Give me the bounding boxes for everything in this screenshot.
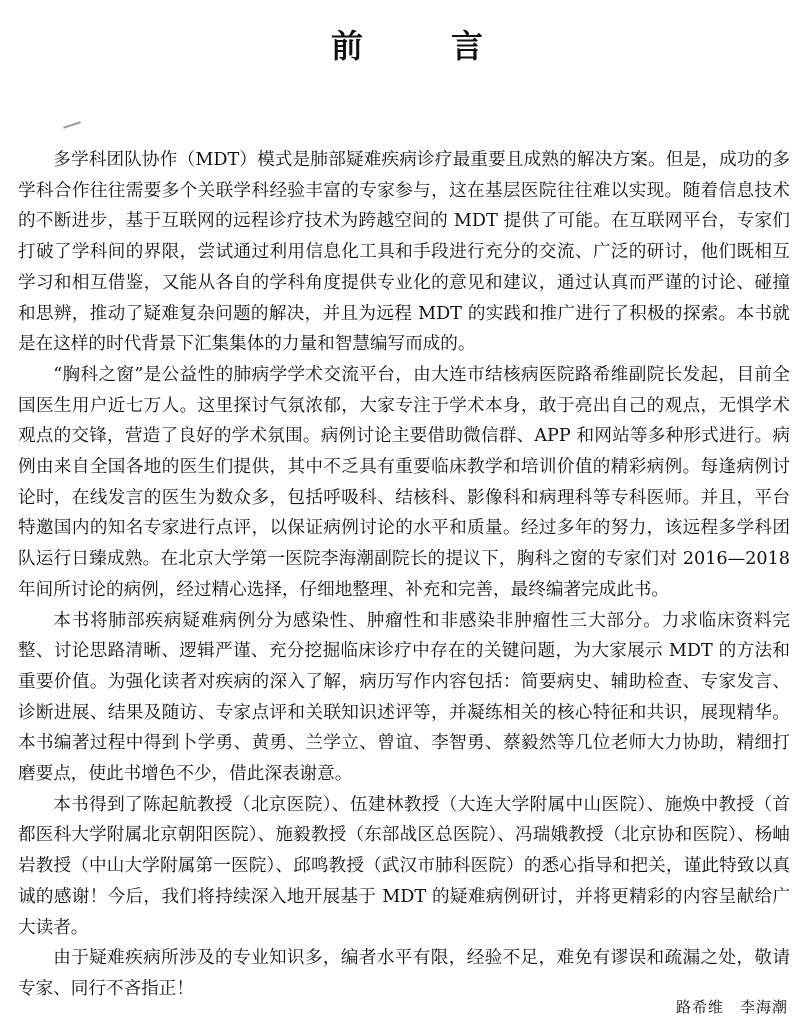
paragraph: 由于疑难疾病所涉及的专业知识多，编者水平有限，经验不足，难免有谬误和疏漏之处，敬请专家、同行不吝指正！ [18,948,790,999]
paragraph: 本书将肺部疾病疑难病例分为感染性、肿瘤性和非感染非肿瘤性三大部分。力求临床资料完整、讨论思路清晰、逻辑严谨、充分挖掘临床诊疗中存在的关键问题，为大家展示 MDT 的方法和重要价值。为强化读者对疾病的深入了解，病历写作内容包括：简要病史、辅助检查、专家发言、诊断进展、结果及随访、专家点评和关联知识述评等，并凝练相关的核心特征和共识，展现精华。本书编著过程中得到卜学勇、黄勇、兰学立、曾谊、李智勇、蔡毅然等几位老师大力协助，精细打磨要点，使此书增色不少，借此深表谢意。 [18,610,790,785]
paragraph: 多学科团队协作（MDT）模式是肺部疑难疾病诊疗最重要且成熟的解决方案。但是，成功的多学科合作往往需要多个关联学科经验丰富的专家参与，这在基层医院往往难以实现。随着信息技术的不断进步，基于互联网的远程诊疗技术为跨越空间的 MDT 提供了可能。在互联网平台，专家们打破了学科间的界限，尝试通过利用信息化工具和手段进行充分的交流、广泛的研讨，他们既相互学习和相互借鉴，又能从各自的学科角度提供专业化的意见和建议，通过认真而严谨的讨论、碰撞和思辨，推动了疑难复杂问题的解决，并且为远程 MDT 的实践和推广进行了积极的探索。本书就是在这样的时代背景下汇集集体的力量和智慧编写而成的。 [18,150,790,355]
preface-page [18,0,796,1030]
paragraph: 本书得到了陈起航教授（北京医院）、伍建林教授（大连大学附属中山医院）、施焕中教授（首都医科大学附属北京朝阳医院）、施毅教授（东部战区总医院）、冯瑞娥教授（北京协和医院）、杨岫岩教授（中山大学附属第一医院）、邱鸣教授（武汉市肺科医院）的悉心指导和把关，谨此特致以真诚的感谢！今后，我们将持续深入地开展基于 MDT 的疑难病例研讨，并将更精彩的内容呈献给广大读者。 [18,794,790,938]
paragraph: “胸科之窗”是公益性的肺病学学术交流平台，由大连市结核病医院路希维副院长发起，目前全国医生用户近七万人。这里探讨气氛浓郁，大家专注于学术本身，敢于亮出自己的观点，无惧学术观点的交锋，营造了良好的学术氛围。病例讨论主要借助微信群、APP 和网站等多种形式进行。病例由来自全国各地的医生们提供，其中不乏具有重要临床教学和培训价值的精彩病例。每逢病例讨论时，在线发言的医生为数众多，包括呼吸科、结核科、影像科和病理科等专科医师。并且，平台特邀国内的知名专家进行点评，以保证病例讨论的水平和质量。经过多年的努力，该远程多学科团队运行日臻成熟。在北京大学第一医院李海潮副院长的提议下，胸科之窗的专家们对 2016—2018 年间所讨论的病例，经过精心选择，仔细地整理、补充和完善，最终编著完成此书。 [18,364,790,600]
scan-mark [63,121,81,128]
author-signature: 路希维 李海潮 [675,998,788,1016]
preface-body [18,145,790,1005]
page-title: 前 言 [330,27,511,65]
